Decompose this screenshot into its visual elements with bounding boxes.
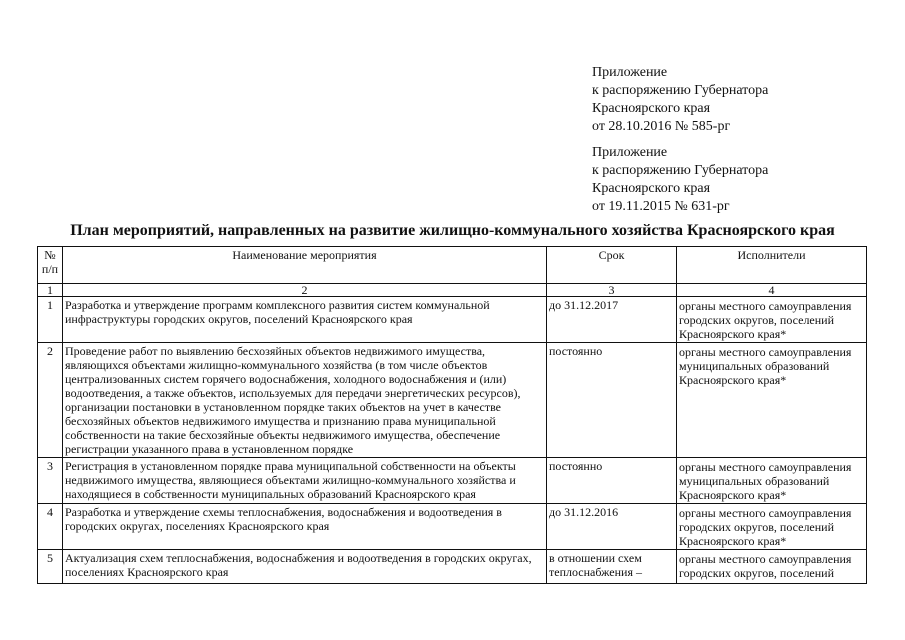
measure-term: постоянно bbox=[547, 458, 677, 504]
measure-executors: органы местного самоуправления муниципальных образований Красноярского края* bbox=[677, 343, 867, 458]
column-number: 2 bbox=[63, 284, 547, 297]
table-row bbox=[38, 297, 867, 343]
appendix-line: Красноярского края bbox=[592, 101, 711, 116]
table-row bbox=[38, 458, 867, 504]
table-row bbox=[38, 550, 867, 584]
appendix-line: Красноярского края bbox=[592, 181, 711, 196]
row-number: 4 bbox=[38, 504, 63, 550]
measure-term: до 31.12.2016 bbox=[547, 504, 677, 550]
measure-name: Регистрация в установленном порядке права муниципальной собственности на объекты недвижимого имущества, являющиеся объектами жилищно-коммунального хозяйства и находящиеся в собственности муниципальных образований Красноярского края bbox=[63, 458, 547, 504]
document-title: План мероприятий, направленных на развитие жилищно-коммунального хозяйства Красноярского края bbox=[70, 222, 835, 239]
measure-executors: органы местного самоуправления городских округов, поселений Красноярского края* bbox=[677, 504, 867, 550]
table-row bbox=[38, 343, 867, 458]
measure-executors: органы местного самоуправления городских округов, поселений Красноярского края* bbox=[677, 297, 867, 343]
row-number: 3 bbox=[38, 458, 63, 504]
column-number: 1 bbox=[38, 284, 63, 297]
appendix-line: к распоряжению Губернатора bbox=[592, 83, 769, 98]
measure-name: Актуализация схем теплоснабжения, водоснабжения и водоотведения в городских округах, поселениях Красноярского края bbox=[63, 550, 547, 584]
appendix-line: от 28.10.2016 № 585-рг bbox=[592, 119, 731, 134]
row-number: 1 bbox=[38, 297, 63, 343]
table-header-row bbox=[38, 247, 867, 284]
appendix-line: к распоряжению Губернатора bbox=[592, 163, 769, 178]
column-numbers-row bbox=[38, 284, 867, 297]
appendix-line: от 19.11.2015 № 631-рг bbox=[592, 199, 730, 214]
header-term: Срок bbox=[547, 247, 677, 284]
appendix-line: Приложение bbox=[592, 65, 668, 80]
table-row bbox=[38, 504, 867, 550]
measures-table bbox=[37, 246, 867, 584]
header-number: № п/п bbox=[38, 247, 63, 284]
row-number: 2 bbox=[38, 343, 63, 458]
appendix-line: Приложение bbox=[592, 145, 668, 160]
column-number: 4 bbox=[677, 284, 867, 297]
measure-executors: органы местного самоуправления муниципальных образований Красноярского края* bbox=[677, 458, 867, 504]
measure-name: Разработка и утверждение программ комплексного развития систем коммунальной инфраструктуры городских округов, поселений Красноярского края bbox=[63, 297, 547, 343]
measure-term: в отношении схем теплоснабжения – bbox=[547, 550, 677, 584]
appendix-note-original bbox=[592, 144, 892, 216]
header-measure-name: Наименование мероприятия bbox=[63, 247, 547, 284]
measure-name: Разработка и утверждение схемы теплоснабжения, водоснабжения и водоотведения в городских округах, поселениях Красноярского края bbox=[63, 504, 547, 550]
row-number: 5 bbox=[38, 550, 63, 584]
measure-term: постоянно bbox=[547, 343, 677, 458]
measure-executors: органы местного самоуправления городских округов, поселений bbox=[677, 550, 867, 584]
measure-name: Проведение работ по выявлению бесхозяйных объектов недвижимого имущества, являющихся объектами жилищно-коммунального хозяйства (в том числе объектов централизованных систем горячего водоснабжения, холодного водоснабжения и (или) водоотведения, а также объектов, используемых для передачи энергетических ресурсов), организации постановки в установленном порядке таких объектов на учет в качестве бесхозяйных объектов недвижимого имущества и признанию права муниципальной собственности на такие бесхозяйные объекты недвижимого имущества, обеспечение регистрации указанного права в установленном порядке bbox=[63, 343, 547, 458]
column-number: 3 bbox=[547, 284, 677, 297]
appendix-note-current bbox=[592, 64, 892, 136]
measure-term: до 31.12.2017 bbox=[547, 297, 677, 343]
header-executors: Исполнители bbox=[677, 247, 867, 284]
